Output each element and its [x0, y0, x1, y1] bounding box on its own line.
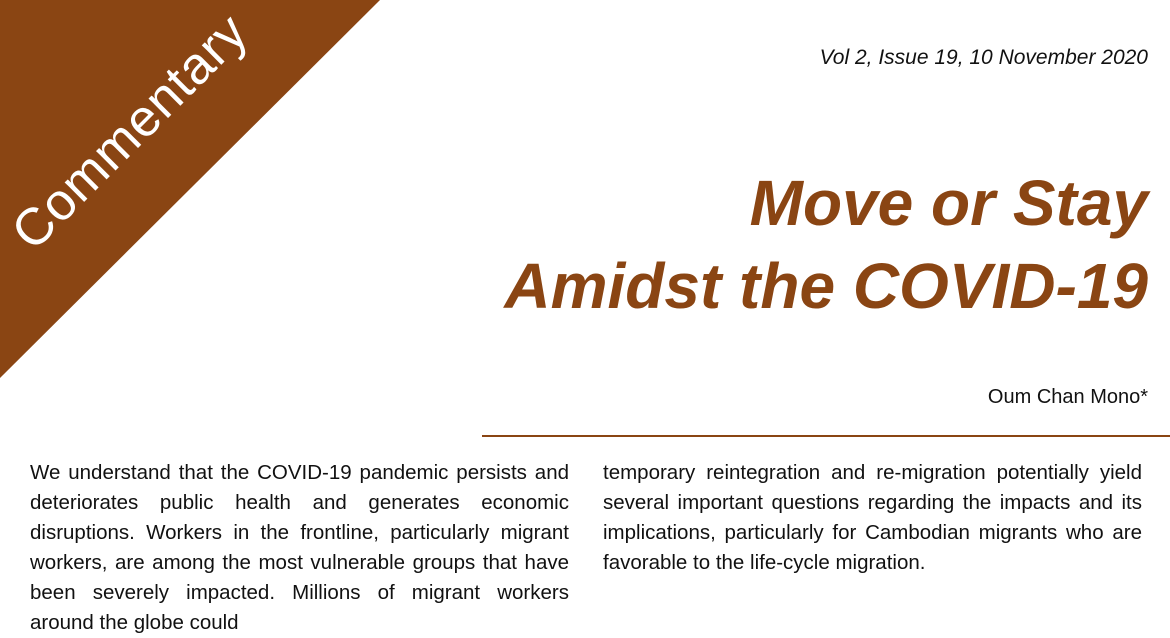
- title-line-2: Amidst the COVID-19: [504, 250, 1148, 322]
- author-name: Oum Chan Mono*: [987, 386, 1148, 408]
- commentary-banner: [0, 0, 380, 380]
- issue-info: Vol 2, Issue 19, 10 November 2020: [819, 46, 1148, 69]
- body-column-left: We understand that the COVID-19 pandemic persists and deteriorates public health and generates economic disruptions. Workers in the frontline, particularly migrant workers, are among the most vulnerable groups that have been severely impacted. Millions of migrant workers around the globe could: [30, 461, 569, 634]
- divider-rule: [482, 435, 1170, 437]
- article-title: [504, 162, 1148, 328]
- banner-label: Commentary: [0, 2, 260, 262]
- title-line-1: Move or Stay: [749, 167, 1148, 239]
- body-column-right: temporary reintegration and re-migration potentially yield several important questions regarding the impacts and its implications, particularly for Cambodian migrants who are favorable to the life-cycle migration.: [603, 461, 1142, 574]
